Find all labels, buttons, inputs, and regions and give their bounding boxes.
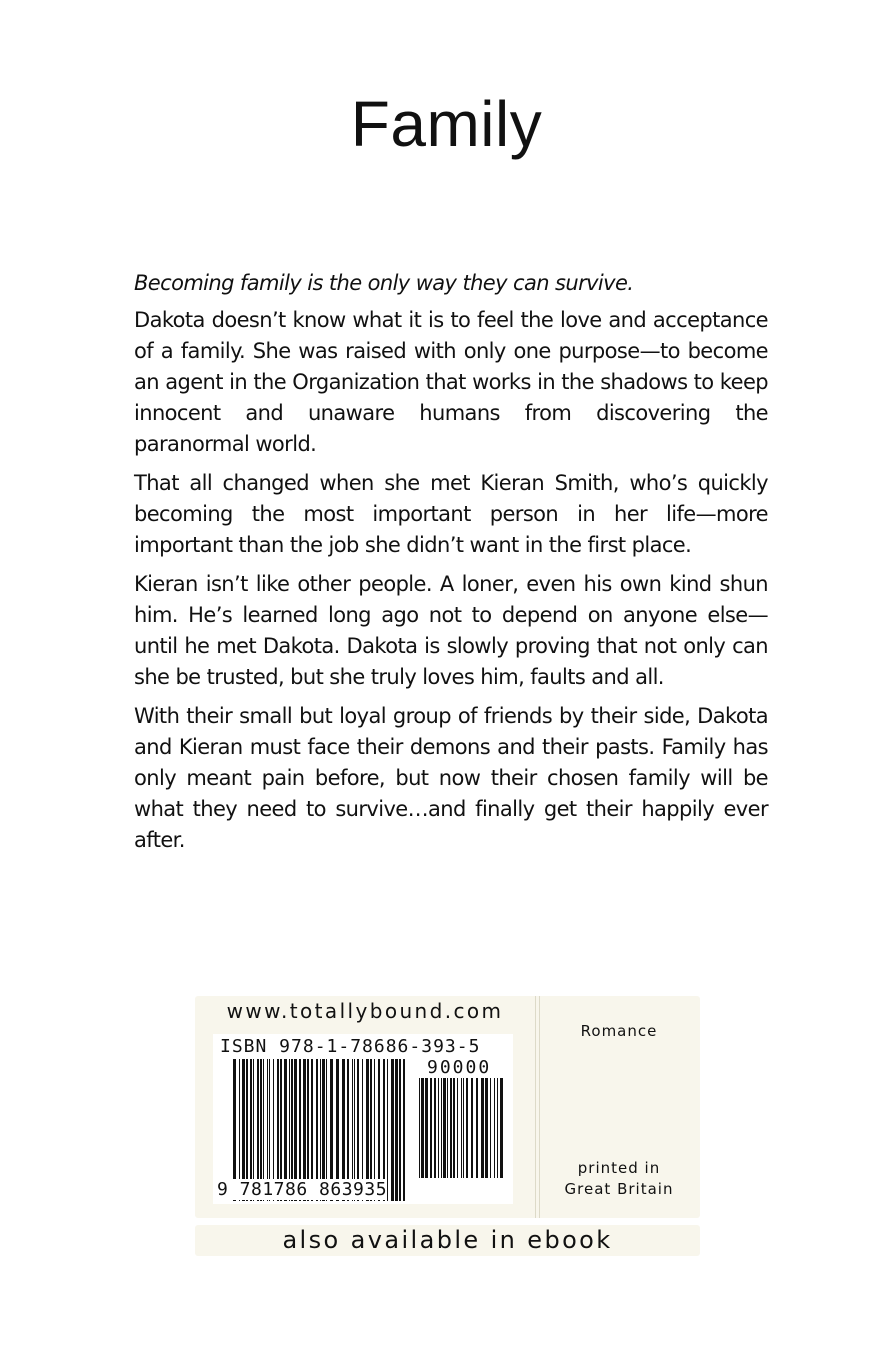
printed-line: Great Britain — [564, 1180, 674, 1198]
printed-line: printed in — [577, 1159, 661, 1177]
price-code: 90000 — [427, 1057, 492, 1078]
blurb-paragraph: Kieran isn’t like other people. A loner, even his own kind shun him. He’s learned long ago not to depend on anyone else—until he met Dakota. Dakota is slowly proving that not only can she be trusted, but she truly loves him, faults and all. — [134, 572, 768, 689]
genre-label: Romance — [580, 1022, 658, 1040]
book-title: Family — [350, 88, 543, 160]
blurb-paragraph: With their small but loyal group of friends by their side, Dakota and Kieran must face their demons and their pasts. Family has only meant pain before, but now their chosen family will be what they need to survive…and finally get their happily ever after. — [134, 704, 768, 852]
publisher-website[interactable]: www.totallybound.com — [226, 999, 504, 1023]
barcode — [213, 1034, 513, 1204]
isbn-number: ISBN 978-1-78686-393-5 — [220, 1036, 481, 1057]
printed-in-label — [538, 1158, 700, 1200]
barcode-addon-bars-icon — [419, 1078, 505, 1178]
blurb-paragraph: That all changed when she met Kieran Smith, who’s quickly becoming the most important person in her life—more important than the job she didn’t want in the first place. — [134, 471, 768, 557]
tagline: Becoming family is the only way they can survive. — [134, 271, 634, 295]
ebook-notice: also available in ebook — [195, 1225, 700, 1256]
blurb-paragraph: Dakota doesn’t know what it is to feel the love and acceptance of a family. She was raised with only one purpose—to become an agent in the Organization that works in the shadows to keep innocent and unaware humans from discovering the paranormal world. — [134, 308, 768, 456]
publisher-panel — [195, 996, 700, 1218]
ean-digits: 9 781786 863935 — [217, 1179, 388, 1200]
back-cover-blurb — [134, 268, 768, 864]
